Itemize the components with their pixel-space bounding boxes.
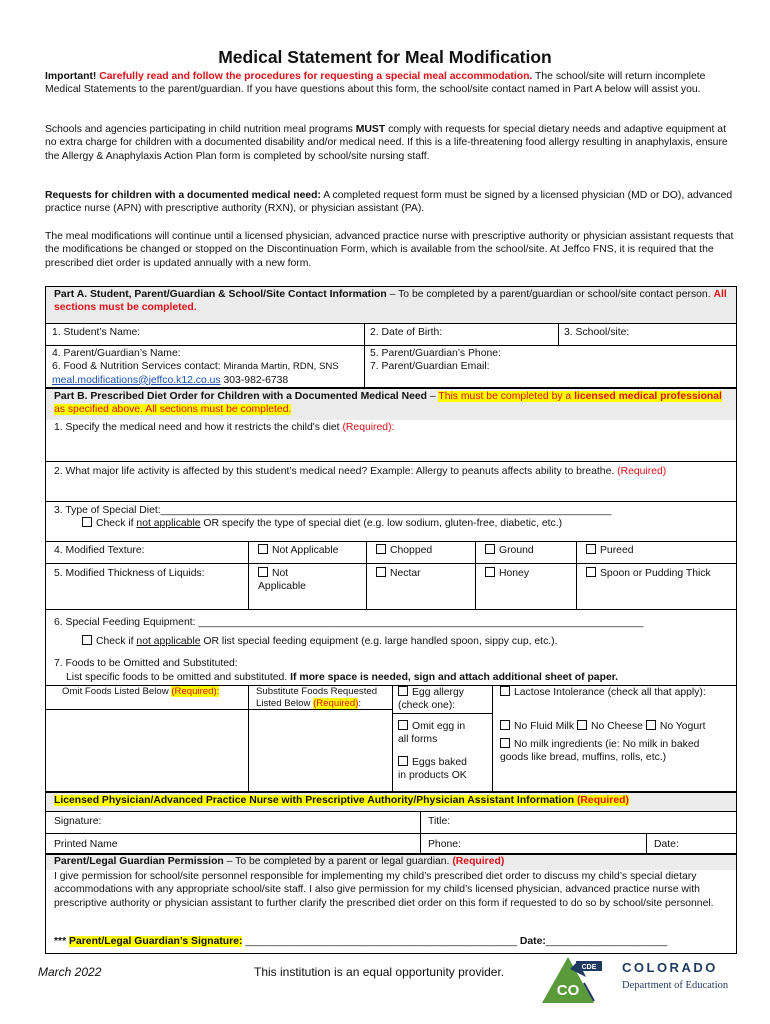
lactose-header — [492, 686, 736, 699]
school-site-field[interactable] — [558, 324, 736, 341]
intro-paragraph-3 — [45, 189, 735, 216]
guardian-body — [46, 870, 736, 955]
fns-contact-info — [52, 374, 358, 387]
q5-option-honey[interactable] — [475, 564, 576, 583]
guardian-signature-line[interactable] — [46, 935, 736, 948]
checkbox[interactable] — [500, 738, 510, 748]
q7-subtext — [46, 671, 736, 684]
part-b-req-a: This must be completed by a — [438, 391, 575, 402]
physician-header — [46, 793, 736, 811]
q3-not-applicable — [54, 517, 728, 530]
lactose-label: Lactose Intolerance (check all that apply): — [514, 687, 706, 698]
phone-label: Phone: — [428, 839, 461, 850]
q1-field[interactable] — [46, 420, 736, 461]
phone-field[interactable] — [420, 834, 646, 855]
option-label: Pureed — [600, 545, 634, 556]
physician-row-1 — [46, 811, 736, 833]
q6-not-applicable-checkbox[interactable] — [82, 635, 92, 645]
checkbox[interactable] — [258, 567, 268, 577]
no-fluid-milk-option[interactable] — [500, 721, 574, 732]
q3-check-b: OR specify the type of special diet (e.g. low sodium, gluten-free, diabetic, etc.) — [200, 518, 563, 530]
option-label: Honey — [499, 568, 530, 579]
printed-name-label: Printed Name — [54, 839, 118, 850]
q3-cell — [46, 502, 736, 533]
omit-egg-option[interactable] — [392, 720, 492, 747]
q4-label: 4. Modified Texture: — [54, 545, 145, 556]
substitute-foods-header — [248, 686, 392, 711]
q4-option-chopped[interactable] — [366, 542, 475, 559]
q6-field — [46, 609, 736, 651]
checkbox[interactable] — [485, 567, 495, 577]
part-a-instructions: – To be completed by a parent/guardian or school/site contact person. — [386, 289, 714, 300]
sig-date-label: Date: — [519, 936, 546, 947]
no-fluid-milk-label: No Fluid Milk — [514, 721, 575, 732]
q2-text: 2. What major life activity is affected by this student’s medical need? Example: Allergy to peanuts affects ability to breathe. — [54, 466, 618, 477]
omit-label: Omit Foods Listed Below — [62, 686, 172, 697]
p2-text-rest: comply with requests for special dietary needs and adaptive equipment at no extra charge for children with a documented disability and/or medical need. If this is a life-threatening food allergy resulting in anaphylaxis, ensure the Allergy & Anaphylaxis Action Plan form is completed by school/site nursing staff. — [45, 124, 728, 162]
option-label: Nectar — [390, 568, 421, 579]
title-label: Title: — [428, 816, 451, 827]
q7-section — [46, 651, 736, 793]
sig-date-line: _____________________ — [545, 936, 668, 947]
q3-check-u: not applicable — [136, 518, 201, 530]
q5-option-nectar[interactable] — [366, 564, 475, 583]
logo-colorado: COLORADO — [622, 960, 718, 975]
physician-required: (Required) — [576, 795, 629, 806]
substitute-foods-input[interactable] — [250, 710, 390, 792]
q4-option-not-applicable[interactable] — [248, 542, 366, 559]
fns-email-link[interactable]: meal.modifications@jeffco.k12.co.us — [52, 374, 221, 386]
guardian-section — [45, 854, 737, 954]
logo-dept: Department of Education — [622, 980, 729, 991]
q6-check-a: Check if — [96, 636, 137, 648]
important-label: Important! — [45, 71, 97, 82]
checkbox[interactable] — [398, 720, 408, 730]
date-of-birth-field[interactable] — [364, 324, 558, 341]
important-warning: Carefully read and follow the procedures for requesting a special meal accommodation. — [99, 71, 533, 82]
omit-required: (Required): — [171, 686, 220, 697]
fns-contact — [52, 360, 358, 373]
omit-foods-header — [46, 686, 248, 698]
q4-row — [46, 541, 736, 563]
part-a-title: Part A. Student, Parent/Guardian & School/Site Contact Information — [54, 289, 387, 300]
p2-must: MUST — [355, 124, 386, 135]
checkbox[interactable] — [586, 544, 596, 554]
part-b-header — [46, 389, 736, 420]
option-label: Spoon or Pudding Thick — [600, 568, 711, 579]
part-b-req-b: as specified above. All sections must be completed. — [54, 404, 292, 416]
title-field[interactable] — [420, 812, 736, 831]
egg-allergy-header — [392, 686, 492, 713]
part-b-dash: – — [427, 391, 439, 402]
egg-allergy-label: Egg allergy — [412, 687, 464, 698]
guardian-phone-label: 5. Parent/Guardian’s Phone: — [370, 348, 501, 359]
part-b-title: Part B. Prescribed Diet Order for Children with a Documented Medical Need — [54, 391, 427, 402]
important-rest: The school/site will return incomplete Medical Statements to the parent/guardian. If you have questions about this form, the school/site contact named in Part A below will assist you. — [45, 71, 706, 96]
physician-heading: Licensed Physician/Advanced Practice Nurse with Prescriptive Authority/Physician Assistant Information — [54, 795, 577, 806]
q2-required: (Required) — [617, 466, 667, 477]
revision-date: March 2022 — [38, 965, 102, 979]
logo-badge-top: CDE — [581, 964, 597, 971]
q4-option-pureed[interactable] — [576, 542, 736, 559]
q3-label[interactable] — [54, 504, 728, 517]
checkbox[interactable] — [646, 720, 656, 730]
q2-field[interactable] — [46, 461, 736, 501]
q3-not-applicable-checkbox[interactable] — [82, 517, 92, 527]
part-a-row-2 — [46, 345, 736, 389]
sig-line: _______________________________________________ — [242, 936, 520, 947]
guardian-phone-field[interactable] — [370, 347, 730, 360]
eggs-baked-label-2: in products OK — [398, 770, 467, 782]
option-label: Ground — [499, 545, 534, 556]
q7-sub: List specific foods to be omitted and substituted. — [66, 672, 291, 683]
date-label: Date: — [654, 839, 679, 850]
milk-options — [492, 720, 736, 733]
q2-label — [46, 462, 736, 481]
guardian-required: (Required) — [452, 856, 505, 867]
logo-badge-mid: CO — [556, 982, 580, 999]
guardian-title: Parent/Legal Guardian Permission — [54, 856, 224, 867]
guardian-header — [46, 855, 736, 870]
omit-egg-label-2: all forms — [398, 734, 438, 746]
contact-cell — [46, 346, 364, 389]
checkbox[interactable] — [586, 567, 596, 577]
q1-required: (Required): — [342, 422, 395, 433]
option-label: Not — [272, 568, 289, 579]
part-a-header — [46, 287, 736, 323]
guardian-name-label: 4. Parent/Guardian’s Name: — [52, 348, 181, 359]
guardian-contact-cell — [364, 346, 736, 376]
checkbox[interactable] — [485, 544, 495, 554]
option-label: Not Applicable — [272, 545, 339, 556]
physician-section — [45, 792, 737, 854]
q6-check-b: OR list special feeding equipment (e.g. large handled spoon, sippy cup, etc.). — [200, 636, 558, 648]
q5-row — [46, 563, 736, 609]
intro-important — [45, 70, 735, 97]
p3-bold: Requests for children with a documented medical need: — [45, 190, 321, 201]
part-b-req-bold: licensed medical professional — [574, 391, 722, 402]
equal-opportunity-statement: This institution is an equal opportunity provider. — [254, 965, 505, 979]
sub-required: (Required) — [313, 698, 359, 710]
q4-option-ground[interactable] — [475, 542, 576, 559]
no-cheese-label: No Cheese — [590, 721, 643, 732]
q6-cell — [46, 610, 736, 649]
q5-label: 5. Modified Thickness of Liquids: — [54, 568, 205, 579]
q6-text: 6. Special Feeding Equipment: — [54, 617, 199, 628]
fns-phone: 303-982-6738 — [220, 374, 289, 386]
physician-heading-highlight — [54, 795, 629, 806]
q5-option-spoon-thick[interactable] — [576, 564, 736, 583]
part-a-section — [45, 286, 737, 388]
signature-field[interactable] — [46, 812, 420, 831]
checkbox[interactable] — [577, 720, 587, 730]
part-b-section — [45, 388, 737, 792]
option-label-line2: Applicable — [258, 581, 306, 593]
omit-egg-label: Omit egg in — [412, 721, 466, 732]
sig-label: Parent/Legal Guardian’s Signature: — [69, 936, 243, 947]
guardian-email-label: 7. Parent/Guardian Email: — [370, 361, 490, 373]
fns-contact-name: Miranda Martin, RDN, SNS — [223, 361, 339, 373]
signature-label: Signature: — [54, 816, 102, 827]
q1-label — [46, 420, 736, 435]
sig-stars: *** — [54, 936, 70, 947]
sub-label-2: Listed Below — [256, 698, 314, 710]
colorado-mountain-icon — [540, 955, 740, 1005]
omit-foods-input[interactable] — [48, 710, 246, 792]
guardian-permission-text: I give permission for school/site personnel responsible for implementing my child’s prescribed diet order to discuss my child’s special dietary accommodations with any appropriate school/site staff. I also give permission for my child’s licensed physician, advanced practice nurse with prescriptive authority or physician assistant to further clarify the prescribed diet order on this form if requested to do so by school/site personnel. — [54, 871, 714, 909]
printed-name-field[interactable] — [46, 834, 420, 855]
eggs-baked-option[interactable] — [392, 756, 492, 783]
checkbox[interactable] — [258, 544, 268, 554]
checkbox[interactable] — [398, 756, 408, 766]
guardian-email-field[interactable] — [370, 360, 730, 373]
checkbox[interactable] — [500, 720, 510, 730]
q1-text: 1. Specify the medical need and how it restricts the child's diet — [54, 422, 343, 433]
intro-paragraph-2 — [45, 123, 735, 163]
sub-label-1: Substitute Foods Requested — [256, 686, 378, 697]
q6-label[interactable] — [54, 616, 728, 629]
q3-field — [46, 501, 736, 541]
p2-text: Schools and agencies participating in child nutrition meal programs — [45, 124, 356, 135]
part-a-row-1 — [46, 323, 736, 345]
physician-row-2 — [46, 833, 736, 855]
lactose-checkbox[interactable] — [500, 686, 510, 696]
guardian-instructions: – To be completed by a parent or legal guardian. — [223, 856, 453, 867]
q7-egg-divider — [392, 713, 492, 714]
q3-check-a: Check if — [96, 518, 137, 530]
no-yogurt-option[interactable] — [646, 721, 706, 732]
p3-rest: A completed request form must be signed by a licensed physician (MD or DO), advanced practice nurse (APN) with prescriptive authority (RXN), or physician assistant (PA). — [45, 190, 733, 215]
egg-check-one: (check one): — [398, 700, 456, 712]
no-milk-ingredients-label: No milk ingredients (ie: No milk in baked goods like bread, muffins, rolls, etc.) — [500, 739, 700, 764]
no-milk-ingredients-option[interactable] — [492, 738, 728, 765]
checkbox[interactable] — [376, 544, 386, 554]
q7-table — [46, 685, 736, 794]
student-name-field[interactable] — [46, 324, 364, 341]
no-cheese-option[interactable] — [577, 721, 643, 732]
q6-not-applicable — [54, 635, 728, 648]
fns-contact-label: 6. Food & Nutrition Services contact: — [52, 361, 224, 373]
no-yogurt-label: No Yogurt — [659, 721, 706, 732]
student-name-label: 1. Student’s Name: — [52, 327, 141, 338]
date-field[interactable] — [646, 834, 736, 855]
q5-option-not-applicable[interactable] — [248, 564, 366, 597]
q7-heading: 7. Foods to be Omitted and Substituted: — [54, 658, 238, 669]
egg-allergy-checkbox[interactable] — [398, 686, 408, 696]
q3-line: ______________________________________________________________________________ — [160, 505, 612, 516]
checkbox[interactable] — [376, 567, 386, 577]
part-a-required: All sections must be completed. — [54, 289, 727, 314]
intro-paragraph-4: The meal modifications will continue until a licensed physician, advanced practice nurse with prescriptive authority or physician assistant requests that the modifications be changed or stopped on the Discontinuation Form, which is available from the school/site. At Jeffco FNS, it is required that the prescribed diet order is updated annually with a new form. — [45, 231, 734, 269]
sub-colon: : — [358, 698, 362, 710]
q7-sub-bold: If more space is needed, sign and attach additional sheet of paper. — [290, 672, 619, 683]
school-site-label: 3. School/site: — [564, 327, 630, 338]
guardian-name-field[interactable] — [52, 347, 358, 360]
cde-logo — [540, 955, 740, 1005]
q6-check-u: not applicable — [136, 636, 201, 648]
option-label: Chopped — [390, 545, 433, 556]
q6-line: _____________________________________________________________________________ — [198, 617, 644, 628]
date-of-birth-label: 2. Date of Birth: — [370, 327, 443, 338]
form-title: Medical Statement for Meal Modification — [218, 47, 552, 67]
eggs-baked-label: Eggs baked — [412, 757, 467, 768]
q3-text: 3. Type of Special Diet: — [54, 505, 161, 516]
